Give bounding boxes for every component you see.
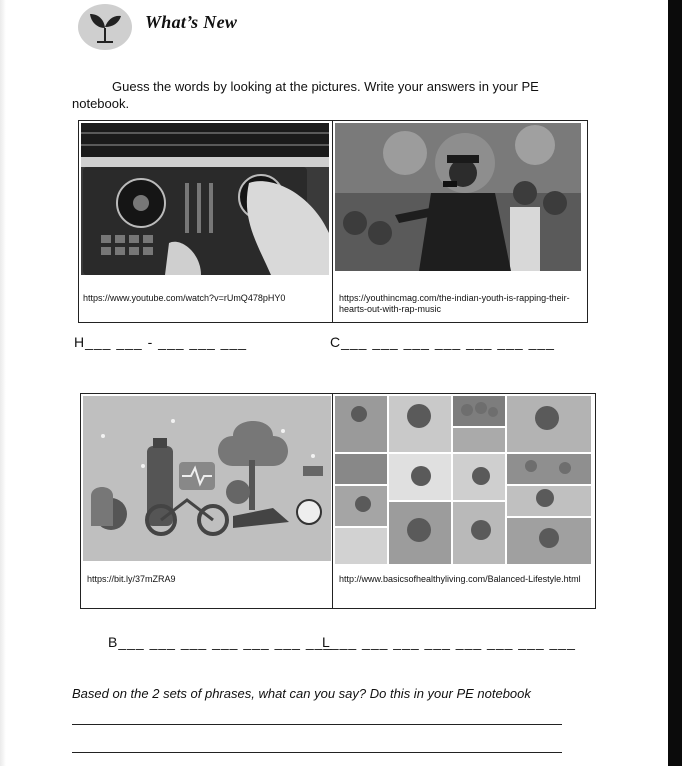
healthy-lifestyle-collage — [335, 396, 591, 564]
section-title: What’s New — [145, 12, 238, 32]
source-url: https://youthincmag.com/the-indian-youth-is-rapping-their-hearts-out-with-rap-music — [339, 293, 570, 314]
source-url: https://bit.ly/37mZRA9 — [87, 574, 176, 584]
plant-sprout-icon — [78, 4, 132, 50]
page-left-shadow — [0, 0, 6, 766]
picture-set-1 — [78, 120, 588, 323]
page-right-border — [668, 0, 682, 766]
grid-divider — [332, 394, 333, 608]
answer-blank-l: L___ ___ ___ ___ ___ ___ ___ ___ — [322, 634, 576, 650]
answer-blank-c: C___ ___ ___ ___ ___ ___ ___ — [330, 334, 555, 350]
source-url: http://www.basicsofhealthyliving.com/Balanced-Lifestyle.html — [339, 574, 581, 584]
instructions-text: Guess the words by looking at the pictures. Write your answers in your PE notebook. — [72, 79, 539, 111]
grid-divider — [332, 121, 333, 322]
reflection-question: Based on the 2 sets of phrases, what can you say? Do this in your PE notebook — [72, 686, 531, 701]
answer-blank-h: H___ ___ - ___ ___ ___ — [74, 334, 248, 350]
answer-line-2[interactable] — [72, 752, 562, 753]
fitness-items-illustration — [83, 396, 331, 561]
answer-line-1[interactable] — [72, 724, 562, 725]
answer-blank-b: B___ ___ ___ ___ ___ ___ ___ — [108, 634, 333, 650]
rapper-performing-photo — [335, 123, 581, 271]
picture-set-2 — [80, 393, 596, 609]
source-url: https://www.youtube.com/watch?v=rUmQ478pHY0 — [83, 293, 286, 303]
dj-controller-photo — [81, 123, 329, 275]
